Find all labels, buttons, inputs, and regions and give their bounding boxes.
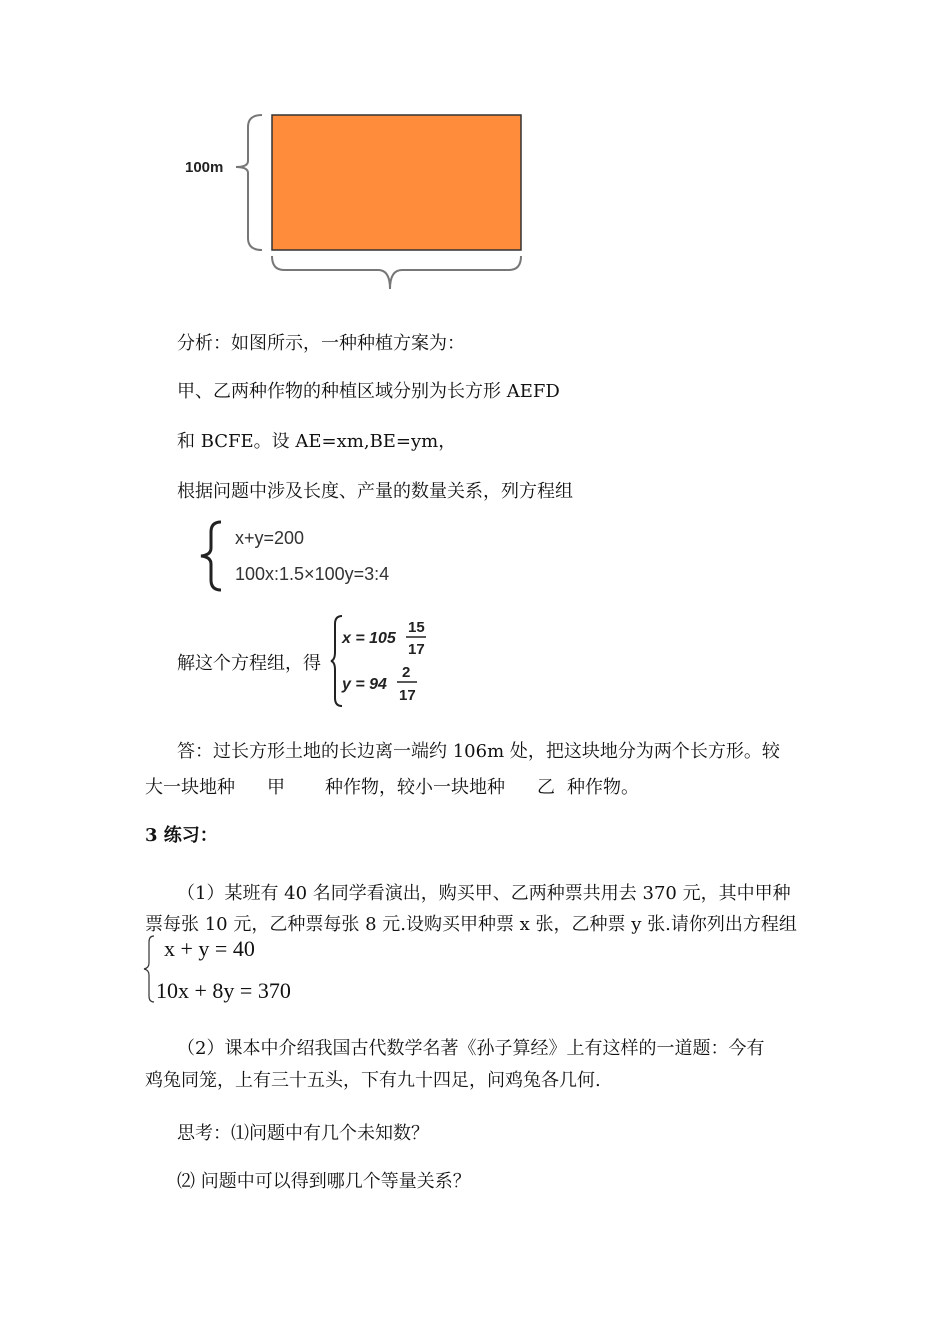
exercise-equation-system — [140, 930, 380, 1008]
equation-1: x+y=200 — [235, 528, 305, 548]
analysis-line-3: 和 BCFE。设 AE=xm,BE=ym， — [177, 431, 457, 452]
solution-prefix: 解这个方程组，得 — [177, 653, 321, 674]
exercise-equation-2: 10x + 8y = 370 — [156, 978, 291, 1003]
exercise-q1-line-1: （1）某班有 40 名同学看演出，购买甲、乙两种票共用去 370 元，其中甲种 — [177, 883, 791, 904]
solution-brace — [331, 616, 342, 706]
think-question-1: 思考：⑴问题中有几个未知数？ — [177, 1123, 429, 1144]
bottom-brace — [272, 256, 521, 289]
rectangle-figure — [170, 105, 550, 300]
analysis-line-4: 根据问题中涉及长度、产量的数量关系，列方程组 — [177, 481, 573, 502]
answer-fill-1: 甲 — [267, 777, 285, 798]
left-brace — [236, 115, 262, 250]
side-length-label: 100m — [185, 159, 224, 176]
analysis-line-2: 甲、乙两种作物的种植区域分别为长方形 AEFD — [177, 381, 560, 402]
exercise-q2-line-2: 鸡兔同笼，上有三十五头，下有九十四足，问鸡兔各几何. — [145, 1070, 601, 1091]
think-question-2: ⑵ 问题中可以得到哪几个等量关系？ — [177, 1171, 471, 1192]
solution-x-numerator: 15 — [408, 619, 425, 636]
answer-text-c: 种作物。 — [567, 777, 639, 798]
equation-system-1 — [195, 518, 455, 596]
orange-field-rect — [272, 115, 521, 250]
analysis-line-1: 分析：如图所示，一种种植方案为： — [177, 333, 465, 354]
answer-text-b: 种作物，较小一块地种 — [325, 777, 505, 798]
solution-y-denominator: 17 — [399, 687, 416, 704]
solution-y-numerator: 2 — [402, 664, 411, 681]
solution-x-lhs: x = 105 — [342, 630, 396, 647]
exercise-heading: 3 练习： — [145, 825, 218, 846]
answer-line-1: 答：过长方形土地的长边离一端约 106m 处，把这块地分为两个长方形。较 — [177, 741, 780, 762]
exercise-q2-line-1: （2）课本中介绍我国古代数学名著《孙子算经》上有这样的一道题：今有 — [177, 1038, 765, 1059]
system-brace — [201, 522, 221, 590]
exercise-system-brace — [144, 936, 154, 1002]
exercise-q1-line-2: 票每张 10 元，乙种票每张 8 元.设购买甲种票 x 张，乙种票 y 张.请你列出方程组 — [145, 914, 797, 935]
answer-line-2 — [145, 775, 639, 801]
exercise-equation-1: x + y = 40 — [164, 936, 255, 961]
answer-text-a: 大一块地种 — [145, 777, 235, 798]
equation-2: 100x:1.5×100y=3:4 — [235, 564, 390, 584]
solution-x-denominator: 17 — [408, 641, 425, 658]
solution-system — [330, 612, 440, 710]
answer-fill-2: 乙 — [537, 777, 555, 798]
solution-y-lhs: y = 94 — [342, 676, 387, 693]
